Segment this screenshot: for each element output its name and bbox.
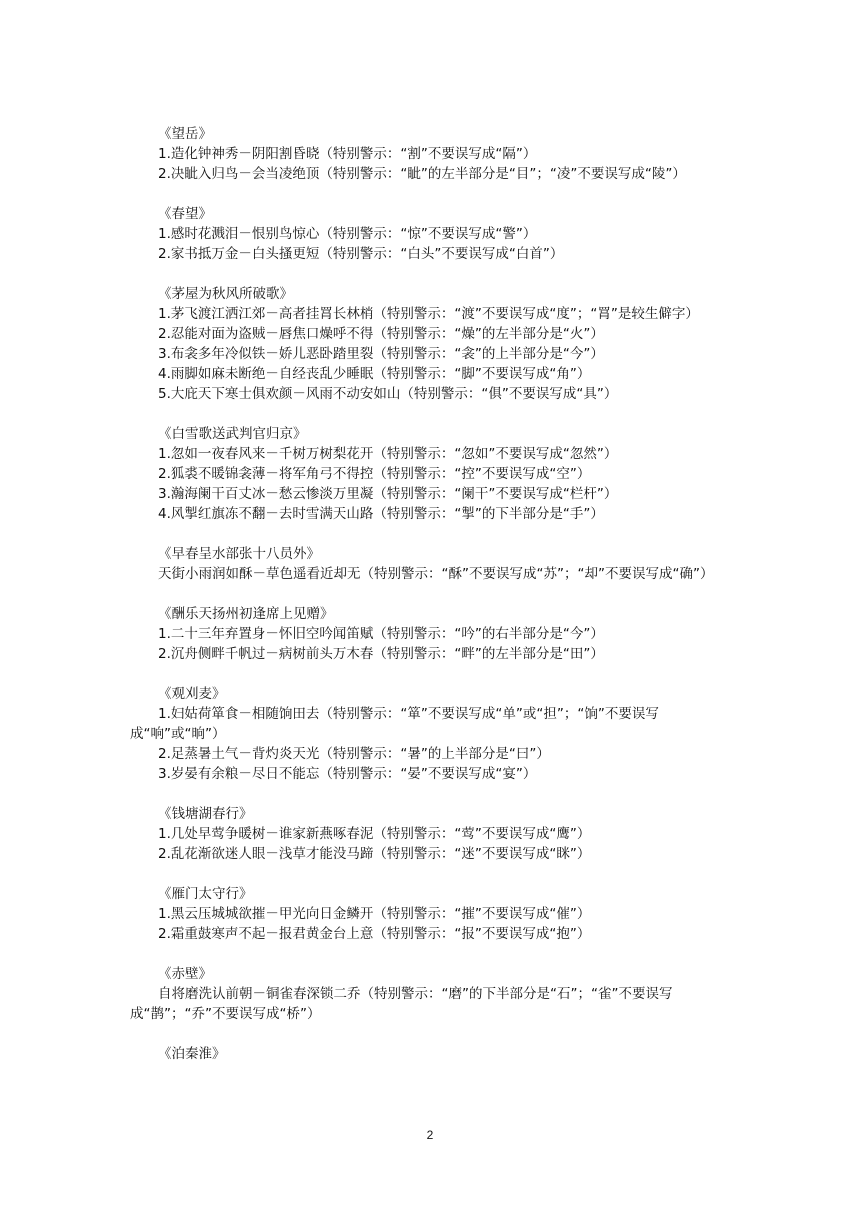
poem-line: 3.布衾多年冷似铁－娇儿恶卧踏里裂（特别警示：“衾”的上半部分是“今”） — [158, 346, 604, 362]
poem-line: 1.二十三年弃置身－怀旧空吟闻笛赋（特别警示：“吟”的右半部分是“今”） — [158, 626, 604, 642]
poem-line: 2.忍能对面为盗贼－唇焦口燥呼不得（特别警示：“燥”的左半部分是“火”） — [158, 326, 604, 342]
poem-line: 4.雨脚如麻未断绝－自经丧乱少睡眠（特别警示：“脚”不要误写成“角”） — [158, 366, 591, 382]
poem-line: 1.忽如一夜春风来－千树万树梨花开（特别警示：“忽如”不要误写成“忽然”） — [158, 446, 618, 462]
poem-title: 《酬乐天扬州初逢席上见赠》 — [158, 606, 334, 622]
poem-section-wangyue — [130, 124, 732, 184]
poem-section-chouletian — [130, 604, 732, 664]
poem-section-chibi — [130, 964, 732, 1024]
poem-title: 《观刈麦》 — [158, 686, 226, 702]
poem-line: 1.黑云压城城欲摧－甲光向日金鳞开（特别警示：“摧”不要误写成“催”） — [158, 906, 591, 922]
poem-line: 自将磨洗认前朝－铜雀春深锁二乔（特别警示：“磨”的下半部分是“石”；“雀”不要误写成“鹊”；“乔”不要误写成“桥”） — [130, 986, 673, 1022]
poem-title: 《雁门太守行》 — [158, 886, 253, 902]
poem-title: 《望岳》 — [158, 126, 212, 142]
poem-section-zaochun — [130, 544, 732, 584]
poem-title: 《白雪歌送武判官归京》 — [158, 426, 307, 442]
poem-title: 《早春呈水部张十八员外》 — [158, 546, 320, 562]
poem-section-baixuege — [130, 424, 732, 524]
poem-title: 《赤壁》 — [158, 966, 212, 982]
poem-line: 3.瀚海阑干百丈冰－愁云惨淡万里凝（特别警示：“阑干”不要误写成“栏杆”） — [158, 486, 618, 502]
poem-line: 2.乱花渐欲迷人眼－浅草才能没马蹄（特别警示：“迷”不要误写成“眯”） — [158, 846, 591, 862]
poem-line: 1.妇姑荷箪食－相随饷田去（特别警示：“箪”不要误写成“单”或“担”；“饷”不要误写成“响”或“晌”） — [130, 706, 659, 742]
poem-section-chunwang — [130, 204, 732, 264]
poem-line: 1.造化钟神秀－阴阳割昏晓（特别警示：“割”不要误写成“隔”） — [158, 146, 537, 162]
poem-title: 《泊秦淮》 — [158, 1046, 226, 1062]
poem-line: 1.茅飞渡江洒江郊－高者挂罥长林梢（特别警示：“渡”不要误写成“度”；“罥”是较生僻字） — [158, 306, 699, 322]
page-number: 2 — [426, 1128, 434, 1142]
poem-section-yanmen — [130, 884, 732, 944]
poem-line: 2.决眦入归鸟－会当凌绝顶（特别警示：“眦”的左半部分是“目”；“凌”不要误写成“陵”） — [158, 166, 686, 182]
poem-line: 4.风掣红旗冻不翻－去时雪满天山路（特别警示：“掣”的下半部分是“手”） — [158, 506, 604, 522]
poem-line: 2.霜重鼓寒声不起－报君黄金台上意（特别警示：“报”不要误写成“抱”） — [158, 926, 591, 942]
poem-line: 3.岁晏有余粮－尽日不能忘（特别警示：“晏”不要误写成“宴”） — [158, 766, 537, 782]
poem-line: 5.大庇天下寒士俱欢颜－风雨不动安如山（特别警示：“俱”不要误写成“具”） — [158, 386, 618, 402]
poem-section-guanyimai — [130, 684, 732, 784]
poem-line: 2.沉舟侧畔千帆过－病树前头万木春（特别警示：“畔”的左半部分是“田”） — [158, 646, 604, 662]
poem-line: 2.狐裘不暖锦衾薄－将军角弓不得控（特别警示：“控”不要误写成“空”） — [158, 466, 591, 482]
document-body — [130, 124, 732, 1084]
poem-title: 《春望》 — [158, 206, 212, 222]
poem-line: 2.家书抵万金－白头搔更短（特别警示：“白头”不要误写成“白首”） — [158, 246, 564, 262]
poem-line: 1.感时花溅泪－恨别鸟惊心（特别警示：“惊”不要误写成“警”） — [158, 226, 537, 242]
poem-title: 《茅屋为秋风所破歌》 — [158, 286, 293, 302]
poem-title: 《钱塘湖春行》 — [158, 806, 253, 822]
poem-line: 天街小雨润如酥－草色遥看近却无（特别警示：“酥”不要误写成“苏”；“却”不要误写成“确”） — [158, 566, 714, 582]
poem-section-maowu — [130, 284, 732, 404]
poem-section-qiantanghu — [130, 804, 732, 864]
poem-section-boqinhuai — [130, 1044, 732, 1064]
poem-line: 2.足蒸暑土气－背灼炎天光（特别警示：“暑”的上半部分是“曰”） — [158, 746, 550, 762]
poem-line: 1.几处早莺争暖树－谁家新燕啄春泥（特别警示：“莺”不要误写成“鹰”） — [158, 826, 591, 842]
